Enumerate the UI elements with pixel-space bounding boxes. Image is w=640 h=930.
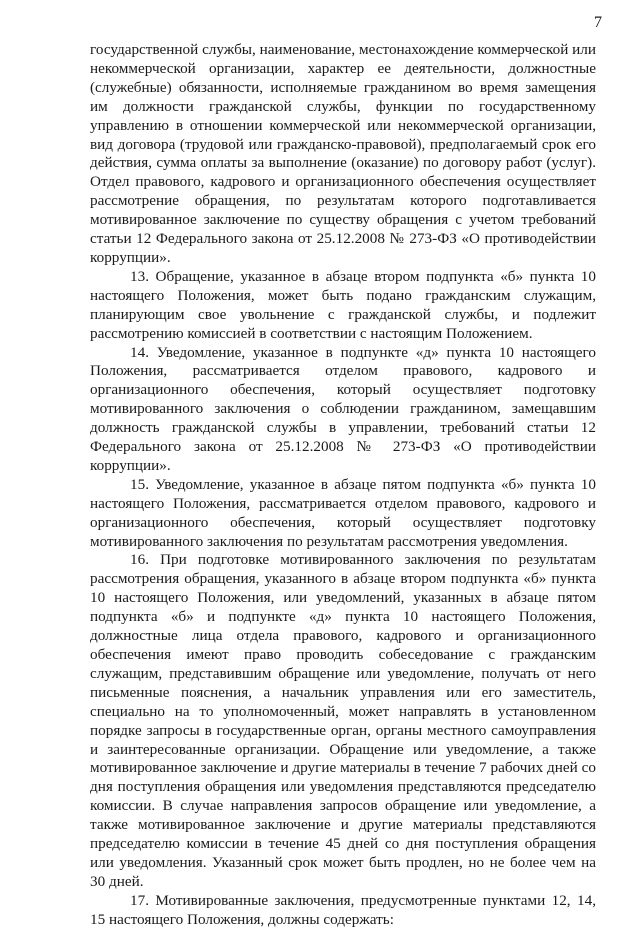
page-number: 7	[594, 14, 602, 31]
paragraph-13: 13. Обращение, указанное в абзаце втором подпункта «б» пункта 10 настоящего Положения, может быть подано гражданским служащим, планирующим свое увольнение с гражданской службы, и подлежит рассмотрению комиссией в соответствии с настоящим Положением.	[90, 267, 596, 342]
paragraph-16: 16. При подготовке мотивированного заключения по результатам рассмотрения обращения, указанного в абзаце втором подпункта «б» пункта 10 настоящего Положения, или уведомлений, указанных в абзаце пятом подпункта «б» и подпункте «д» пункта 10 настоящего Положения, должностные лица отдела правового, кадрового и организационного обеспечения имеют право проводить собеседование с гражданским служащим, представившим обращение или уведомление, получать от него письменные пояснения, а начальник управления или его заместитель, специально на то уполномоченный, может направлять в установленном порядке запросы в государственные орган, органы местного самоуправления и заинтересованные организации. Обращение или уведомление, а также мотивированное заключение и другие материалы в течение 7 рабочих дней со дня поступления обращения или уведомления представляются председателю комиссии. В случае направления запросов обращение или уведомление, а также мотивированное заключение и другие материалы представляются председателю комиссии в течение 45 дней со дня поступления обращения или уведомления. Указанный срок может быть продлен, но не более чем на 30 дней.	[90, 551, 596, 890]
paragraph-15: 15. Уведомление, указанное в абзаце пятом подпункта «б» пункта 10 настоящего Положения, рассматривается отделом правового, кадрового и организационного обеспечения, который осуществляет подготовку мотивированного заключения по результатам рассмотрения уведомления.	[90, 475, 596, 550]
paragraph-14: 14. Уведомление, указанное в подпункте «д» пункта 10 настоящего Положения, рассматривается отделом правового, кадрового и организационного обеспечения, который осуществляет подготовку мотивированного заключения о соблюдении гражданином, замещавшим должность гражданской службы в управлении, требований статьи 12 Федерального закона от 25.12.2008 № 273-ФЗ «О противодействии коррупции».	[90, 343, 596, 474]
paragraph-continuation: государственной службы, наименование, местонахождение коммерческой или некоммерческой организации, характер ее деятельности, должностные (служебные) обязанности, исполняемые гражданином во время замещения им должности гражданской службы, функции по государственному управлению в отношении коммерческой или некоммерческой организации, вид договора (трудовой или гражданско-правовой), предполагаемый срок его действия, сумма оплаты за выполнение (оказание) по договору работ (услуг). Отдел правового, кадрового и организационного обеспечения осуществляет рассмотрение обращения, по результатам которого подготавливается мотивированное заключение по существу обращения с учетом требований статьи 12 Федерального закона от 25.12.2008 № 273-ФЗ «О противодействии коррупции».	[90, 41, 596, 266]
paragraph-17: 17. Мотивированные заключения, предусмотренные пунктами 12, 14, 15 настоящего Положения, должны содержать:	[90, 891, 596, 928]
document-body	[90, 41, 596, 930]
